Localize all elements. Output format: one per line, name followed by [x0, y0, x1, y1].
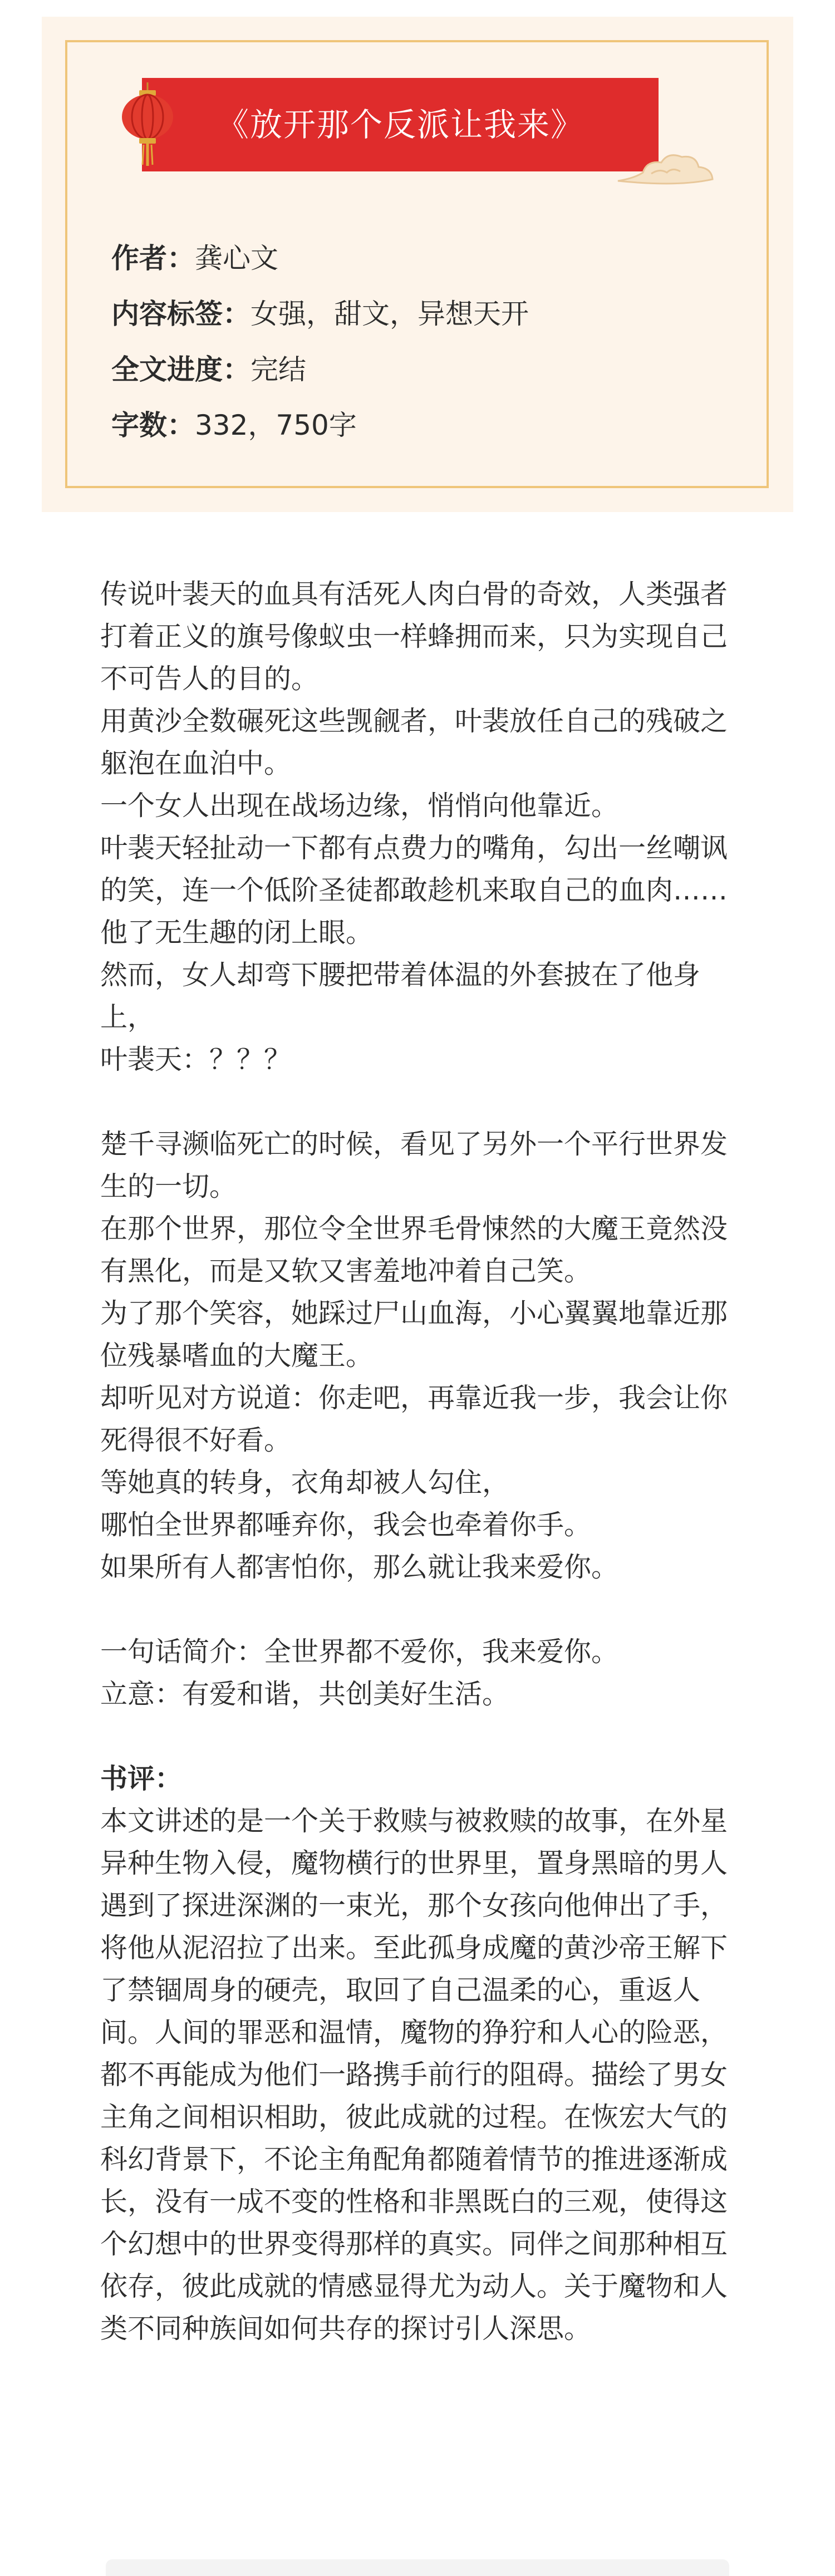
- synopsis: [100, 573, 740, 2350]
- meta-word-count: [111, 409, 357, 442]
- cloud-icon: [612, 139, 718, 195]
- meta-author: [111, 242, 278, 275]
- bottom-edge: [106, 2559, 729, 2576]
- tags-value: 女强，甜文，异想天开: [250, 298, 529, 330]
- book-title: 《放开那个反派让我来》: [216, 106, 584, 144]
- word-count-label: 字数：: [111, 409, 195, 441]
- paragraph-gap: [100, 1589, 740, 1631]
- title-banner: [142, 78, 659, 171]
- word-count-value: 332，750字: [195, 409, 357, 441]
- synopsis-paragraph: 哪怕全世界都唾弃你，我会也牵着你手。: [100, 1509, 592, 1541]
- progress-value: 完结: [250, 353, 306, 386]
- synopsis-paragraph: 却听见对方说道：你走吧，再靠近我一步，我会让你死得很不好看。: [100, 1382, 728, 1456]
- author-label: 作者：: [111, 242, 195, 274]
- synopsis-paragraph: 在那个世界，那位令全世界毛骨悚然的大魔王竟然没有黑化，而是又软又害羞地冲着自己笑。: [100, 1213, 728, 1287]
- theme-statement: 立意：有爱和谐，共创美好生活。: [100, 1678, 510, 1710]
- review-heading: 书评：: [100, 1763, 183, 1795]
- synopsis-paragraph: 一个女人出现在战场边缘，悄悄向他靠近。: [100, 790, 619, 822]
- meta-tags: [111, 297, 529, 331]
- synopsis-paragraph: 叶裴天：？？？: [100, 1044, 292, 1075]
- lantern-icon: [117, 82, 178, 171]
- meta-progress: [111, 353, 306, 386]
- synopsis-paragraph: 然而，女人却弯下腰把带着体温的外套披在了他身上，: [100, 959, 701, 1033]
- synopsis-paragraph: 为了那个笑容，她踩过尸山血海，小心翼翼地靠近那位残暴嗜血的大魔王。: [100, 1297, 728, 1371]
- synopsis-paragraph: 叶裴天轻扯动一下都有点费力的嘴角，勾出一丝嘲讽的笑，连一个低阶圣徒都敢趁机来取自己的血肉……他了无生趣的闭上眼。: [100, 832, 728, 948]
- progress-label: 全文进度：: [111, 353, 250, 386]
- one-line-summary: 一句话简介：全世界都不爱你，我来爱你。: [100, 1636, 619, 1668]
- synopsis-paragraph: 如果所有人都害怕你，那么就让我来爱你。: [100, 1551, 619, 1583]
- paragraph-gap: [100, 1081, 740, 1123]
- synopsis-paragraph: 传说叶裴天的血具有活死人肉白骨的奇效，人类强者打着正义的旗号像蚁虫一样蜂拥而来，只为实现自己不可告人的目的。: [100, 578, 728, 695]
- paragraph-gap: [100, 1715, 740, 1758]
- tags-label: 内容标签：: [111, 298, 250, 330]
- author-value: 龚心文: [195, 242, 278, 274]
- review-text: 本文讲述的是一个关于救赎与被救赎的故事，在外星异种生物入侵，魔物横行的世界里，置身黑暗的男人遇到了探进深渊的一束光，那个女孩向他伸出了手，将他从泥沼拉了出来。至此孤身成魔的黄沙帝王解下了禁锢周身的硬壳，取回了自己温柔的心，重返人间。人间的罪恶和温情，魔物的狰狞和人心的险恶，都不再能成为他们一路携手前行的阻碍。描绘了男女主角之间相识相助，彼此成就的过程。在恢宏大气的科幻背景下，不论主角配角都随着情节的推进逐渐成长，没有一成不变的性格和非黑既白的三观，使得这个幻想中的世界变得那样的真实。同伴之间那种相互依存，彼此成就的情感显得尤为动人。关于魔物和人类不同种族间如何共存的探讨引人深思。: [100, 1805, 728, 2344]
- synopsis-paragraph: 等她真的转身，衣角却被人勾住，: [100, 1467, 510, 1498]
- synopsis-paragraph: 用黄沙全数碾死这些觊觎者，叶裴放任自己的残破之躯泡在血泊中。: [100, 705, 728, 779]
- synopsis-paragraph: 楚千寻濒临死亡的时候，看见了另外一个平行世界发生的一切。: [100, 1128, 728, 1202]
